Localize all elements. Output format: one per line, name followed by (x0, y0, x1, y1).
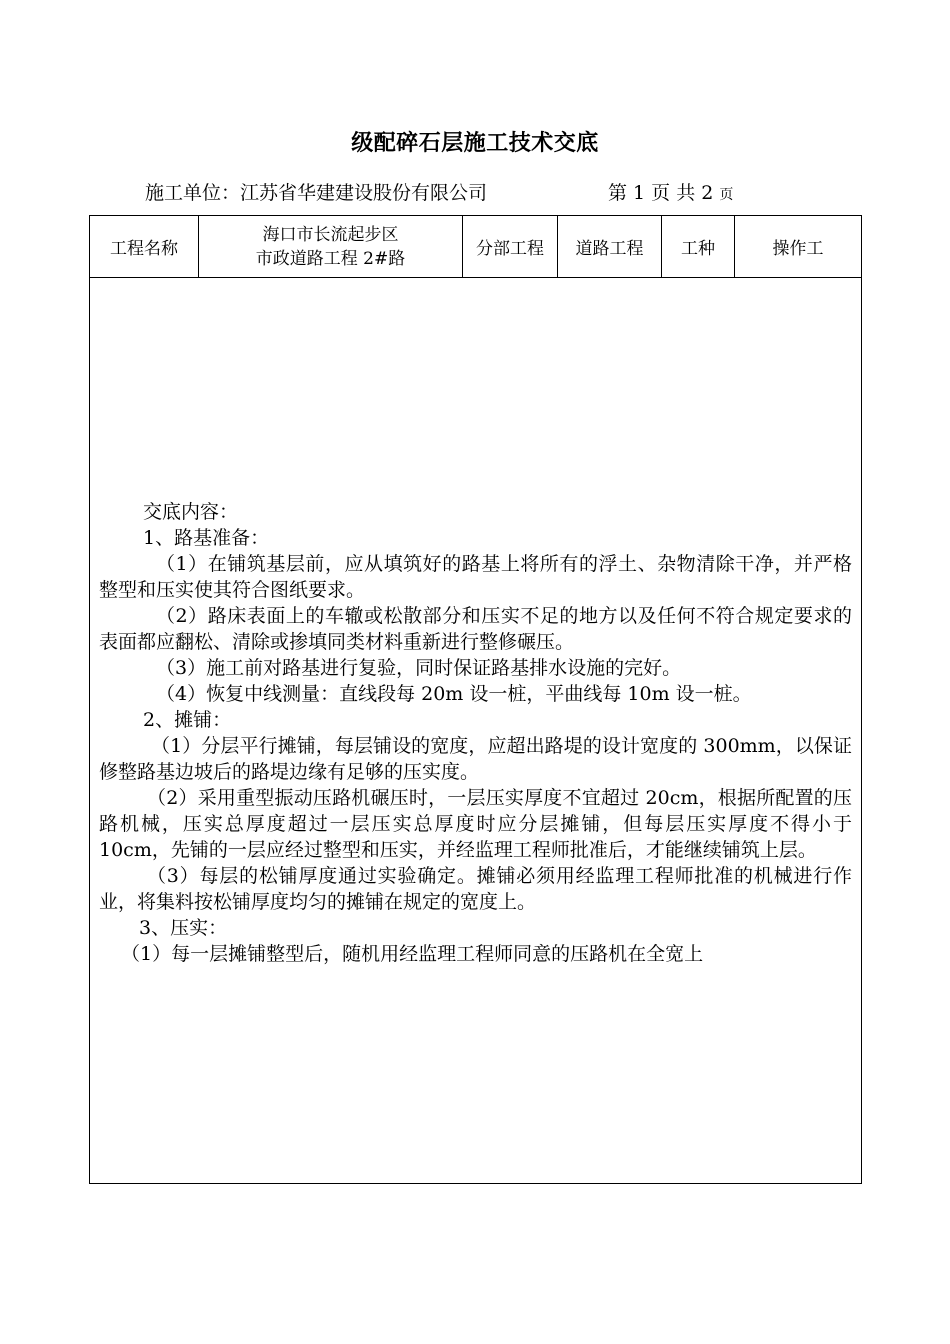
section-2-heading: 2、摊铺： (143, 709, 232, 731)
construction-unit: 施工单位：江苏省华建建设股份有限公司 (145, 182, 488, 204)
sub-project-label: 分部工程 (463, 216, 558, 278)
section-3-item-1: （1）每一层摊铺整型后，随机用经监理工程师同意的压路机在全宽上 (121, 943, 704, 965)
project-name-cell (199, 216, 463, 278)
content-cell (90, 278, 862, 1184)
section-2-item-3: （3）每层的松铺厚度通过实验确定。摊铺必须用经监理工程师批准的机械进行作业，将集料按松铺厚度均匀的摊铺在规定的宽度上。 (99, 865, 852, 913)
page-number (608, 178, 733, 205)
document-title: 级配碎石层施工技术交底 (351, 130, 599, 156)
section-1-item-1: （1）在铺筑基层前，应从填筑好的路基上将所有的浮土、杂物清除干净，并严格整型和压实使其符合图纸要求。 (99, 553, 852, 601)
section-3-heading: 3、压实： (139, 917, 228, 939)
section-1-item-4: （4）恢复中线测量：直线段每 20m 设一桩，平曲线每 10m 设一桩。 (156, 683, 752, 705)
section-2-item-2: （2）采用重型振动压路机碾压时，一层压实厚度不宜超过 20cm，根据所配置的压路机械，压实总厚度超过一层压实总厚度时应分层摊铺，但每层压实厚度不得小于 10cm，先铺的一层应经过整型和压实，并经监理工程师批准后，才能继续铺筑上层。 (99, 787, 852, 861)
disclosure-table (89, 215, 862, 1184)
page-count: 第 1 页 共 2 (608, 182, 714, 204)
trade-label: 工种 (662, 216, 735, 278)
section-1-item-3: （3）施工前对路基进行复验，同时保证路基排水设施的完好。 (156, 657, 682, 679)
page-suffix: 页 (719, 187, 734, 203)
content-row (90, 278, 862, 1184)
section-1-heading: 1、路基准备： (143, 527, 270, 549)
project-name-line2: 市政道路工程 2#路 (255, 248, 406, 269)
section-1-item-2: （2）路床表面上的车辙或松散部分和压实不足的地方以及任何不符合规定要求的表面都应翻松、清除或掺填同类材料重新进行整修碾压。 (99, 605, 852, 653)
project-name-label: 工程名称 (90, 216, 199, 278)
project-name-line1: 海口市长流起步区 (262, 224, 399, 245)
content-label: 交底内容： (143, 501, 239, 523)
sub-project-value: 道路工程 (558, 216, 662, 278)
trade-value: 操作工 (735, 216, 862, 278)
table-header-row (90, 216, 862, 278)
disclosure-content (90, 494, 861, 967)
section-2-item-1: （1）分层平行摊铺，每层铺设的宽度，应超出路堤的设计宽度的 300mm，以保证修整路基边坡后的路堤边缘有足够的压实度。 (99, 735, 852, 783)
